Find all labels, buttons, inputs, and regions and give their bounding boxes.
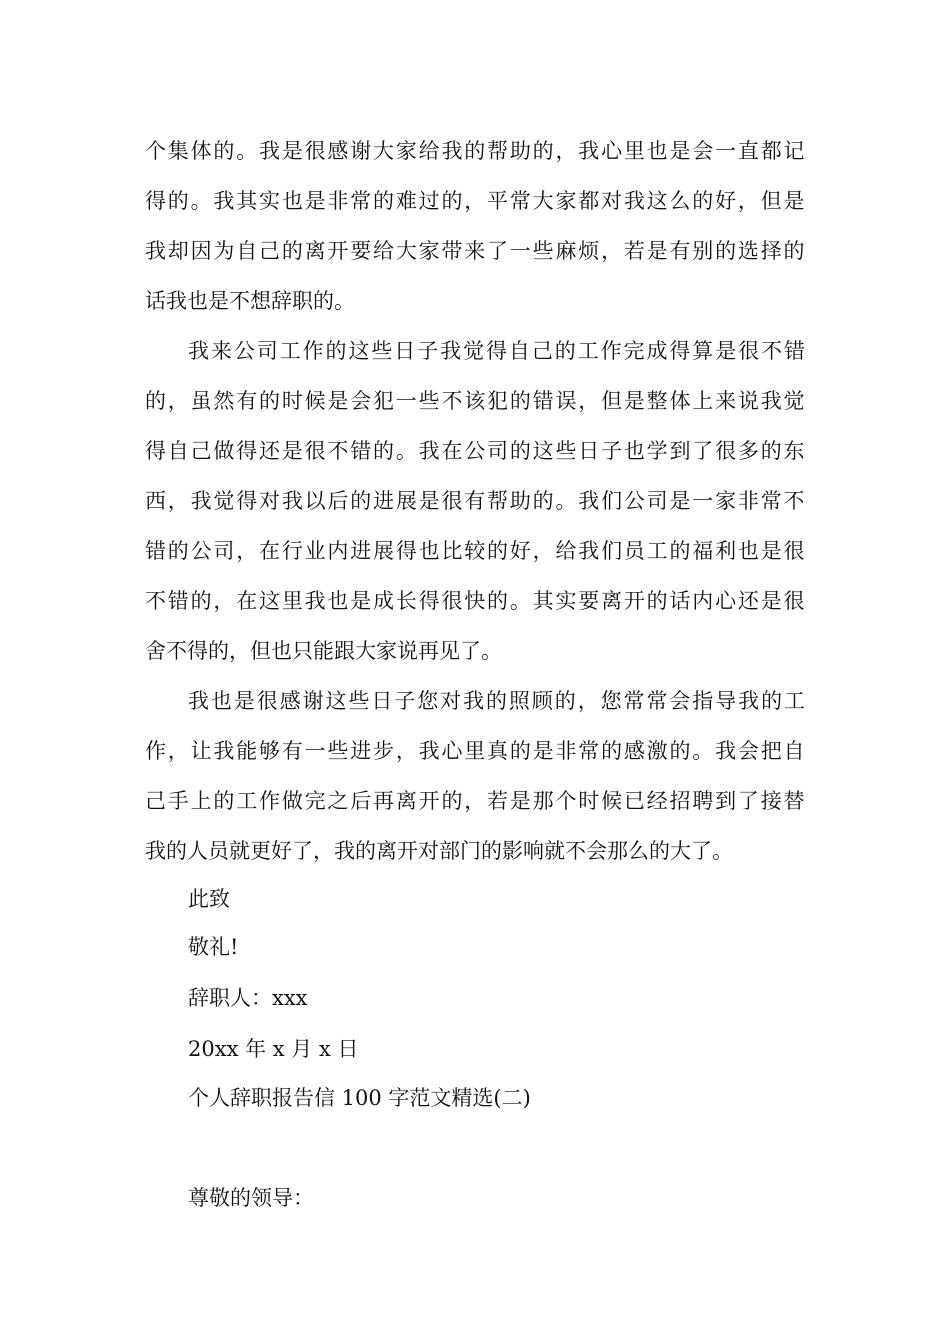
signature-line: 辞职人：xxx xyxy=(188,986,308,1010)
paragraph-line: 话我也是不想辞职的。 xyxy=(145,289,355,313)
paragraph-line: 我的人员就更好了，我的离开对部门的影响就不会那么的大了。 xyxy=(145,839,733,863)
paragraph-line: 错的公司，在行业内进展得也比较的好，给我们员工的福利也是很 xyxy=(145,539,805,563)
date-line: 20xx 年 x 月 x 日 xyxy=(188,1037,359,1061)
paragraph-line: 我来公司工作的这些日子我觉得自己的工作完成得算是很不错 xyxy=(188,339,805,363)
paragraph-line: 的，虽然有的时候是会犯一些不该犯的错误，但是整体上来说我觉 xyxy=(145,389,805,413)
paragraph-line: 舍不得的，但也只能跟大家说再见了。 xyxy=(145,639,502,663)
paragraph-line: 作，让我能够有一些进步，我心里真的是非常的感激的。我会把自 xyxy=(145,739,805,763)
paragraph-line: 得自己做得还是很不错的。我在公司的这些日子也学到了很多的东 xyxy=(145,439,805,463)
paragraph-line: 己手上的工作做完之后再离开的，若是那个时候已经招聘到了接替 xyxy=(145,789,805,813)
paragraph-line: 得的。我其实也是非常的难过的，平常大家都对我这么的好，但是 xyxy=(145,189,805,213)
paragraph-line: 我却因为自己的离开要给大家带来了一些麻烦，若是有别的选择的 xyxy=(145,239,805,263)
closing-regards: 敬礼! xyxy=(188,935,239,959)
paragraph-line: 我也是很感谢这些日子您对我的照顾的，您常常会指导我的工 xyxy=(188,689,805,713)
section-heading: 个人辞职报告信 100 字范文精选(二) xyxy=(188,1086,531,1110)
closing-salutation: 此致 xyxy=(188,887,230,911)
greeting-line: 尊敬的领导： xyxy=(188,1186,314,1210)
paragraph-line: 西，我觉得对我以后的进展是很有帮助的。我们公司是一家非常不 xyxy=(145,489,805,513)
paragraph-line: 不错的，在这里我也是成长得很快的。其实要离开的话内心还是很 xyxy=(145,589,805,613)
paragraph-line: 个集体的。我是很感谢大家给我的帮助的，我心里也是会一直都记 xyxy=(145,139,805,163)
